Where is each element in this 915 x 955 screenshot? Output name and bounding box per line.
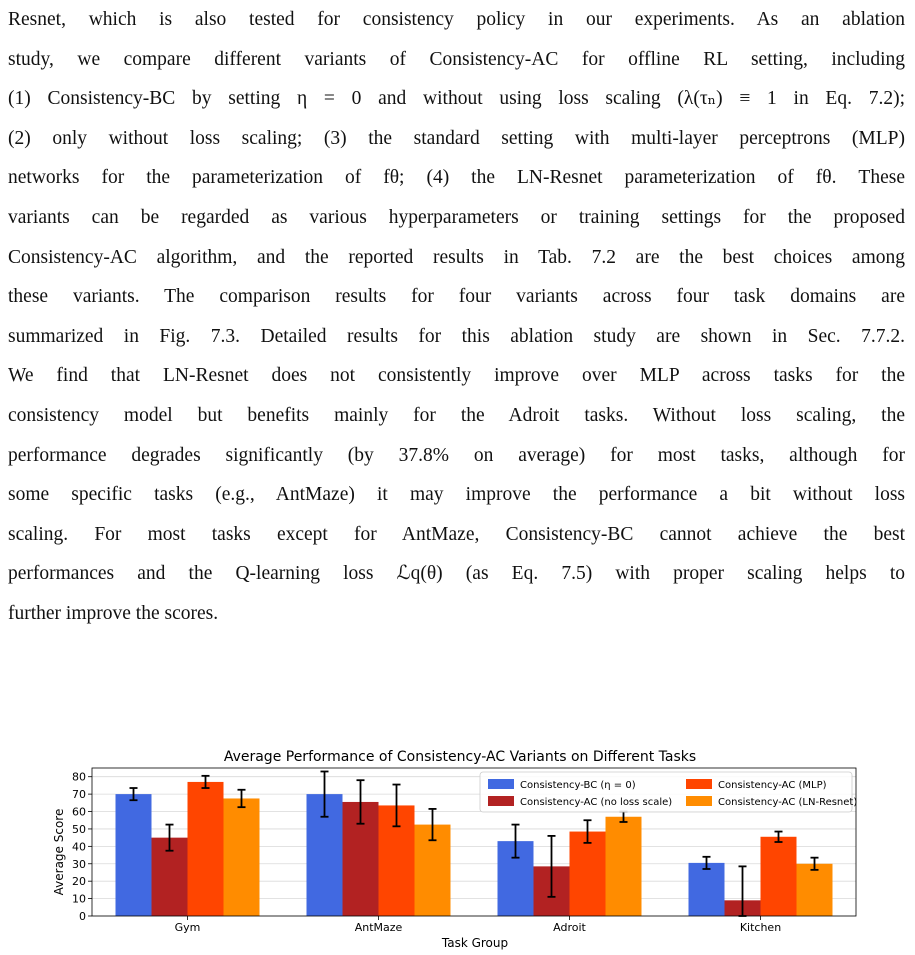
legend-label: Consistency-AC (no loss scale) <box>520 797 673 808</box>
figure-7-3 <box>50 740 870 950</box>
paragraph-line: Resnet, which is also tested for consistency policy in our experiments. As an ablation <box>8 9 905 30</box>
paragraph-line: scaling. For most tasks except for AntMaze, Consistency-BC cannot achieve the best <box>8 523 905 545</box>
bar <box>797 864 833 916</box>
y-axis-label: Average Score <box>52 808 66 896</box>
y-tick-label: 50 <box>72 822 86 836</box>
paragraph-line: Consistency-AC algorithm, and the reported results in Tab. 7.2 are the best choices among <box>8 246 905 268</box>
x-tick-label: AntMaze <box>354 921 403 934</box>
paragraph-line: some specific tasks (e.g., AntMaze) it may improve the performance a bit without loss <box>8 484 905 506</box>
bar <box>224 798 260 916</box>
y-tick-label: 60 <box>72 805 86 819</box>
paragraph-line: performances and the Q-learning loss ℒq(θ) (as Eq. 7.5) with proper scaling helps to <box>8 563 905 585</box>
bar <box>606 817 642 916</box>
paragraph-line: (1) Consistency-BC by setting η = 0 and without using loss scaling (λ(τₙ) ≡ 1 in Eq. 7.2); <box>8 88 905 110</box>
bar <box>188 782 224 916</box>
paragraph-line: consistency model but benefits mainly for the Adroit tasks. Without loss scaling, the <box>8 404 905 426</box>
legend-swatch <box>488 779 514 789</box>
paragraph-line: variants can be regarded as various hyperparameters or training settings for the proposed <box>8 206 905 228</box>
legend-swatch <box>686 779 712 789</box>
legend-swatch <box>686 796 712 806</box>
bar <box>570 832 606 916</box>
x-tick-label: Gym <box>174 921 201 934</box>
paragraph-line: networks for the parameterization of fθ; (4) the LN-Resnet parameterization of fθ. These <box>8 167 905 189</box>
y-tick-label: 40 <box>72 840 86 854</box>
paragraph-line: We find that LN-Resnet does not consistently improve over MLP across tasks for the <box>8 365 905 387</box>
x-axis-label: Task Group <box>441 936 509 950</box>
paragraph-line: study, we compare different variants of Consistency-AC for offline RL setting, including <box>8 48 905 70</box>
legend-label: Consistency-BC (η = 0) <box>520 780 636 791</box>
y-tick-label: 0 <box>79 910 86 923</box>
paper-body-text <box>8 0 905 634</box>
y-tick-label: 20 <box>72 875 86 889</box>
x-tick-label: Adroit <box>553 921 586 934</box>
y-tick-label: 30 <box>72 857 86 871</box>
bar <box>761 837 797 916</box>
paragraph-line: (2) only without loss scaling; (3) the standard setting with multi-layer perceptrons (MLP) <box>8 127 905 149</box>
chart-title: Average Performance of Consistency-AC Variants on Different Tasks <box>223 749 697 765</box>
y-tick-label: 70 <box>72 788 86 802</box>
paragraph-line: performance degrades significantly (by 37.8% on average) for most tasks, although for <box>8 444 905 466</box>
chart-legend <box>480 772 857 812</box>
y-tick-label: 80 <box>72 770 86 784</box>
bar <box>689 863 725 916</box>
legend-swatch <box>488 796 514 806</box>
bar <box>116 794 152 916</box>
paragraph-line: these variants. The comparison results for four variants across four task domains are <box>8 286 905 308</box>
legend-label: Consistency-AC (LN-Resnet) <box>718 797 858 808</box>
bar-chart <box>50 740 870 950</box>
x-tick-label: Kitchen <box>739 921 782 934</box>
legend-label: Consistency-AC (MLP) <box>718 780 827 791</box>
paragraph-line: summarized in Fig. 7.3. Detailed results for this ablation study are shown in Sec. 7.7.2. <box>8 325 905 347</box>
y-tick-label: 10 <box>72 892 86 906</box>
paragraph-line: further improve the scores. <box>8 602 219 624</box>
